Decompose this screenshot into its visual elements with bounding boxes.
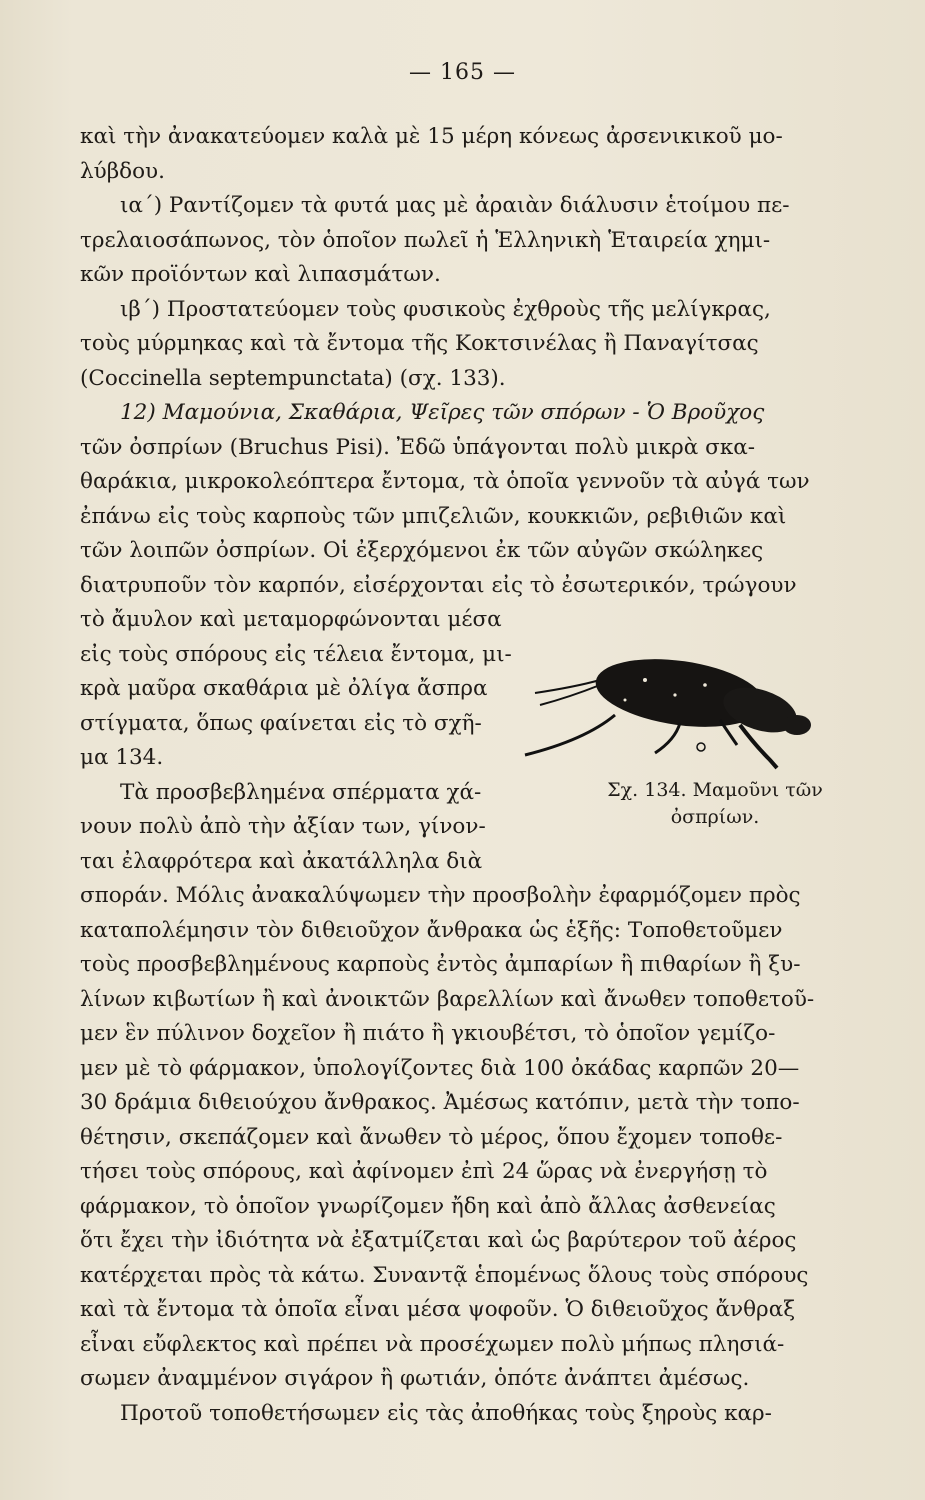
text-line: εἶναι εὔφλεκτος καὶ πρέπει νὰ προσέχωμεν πολὺ μήπως πλησιά- [80, 1331, 785, 1357]
text-line: τὸ ἄμυλον καὶ μεταμορφώνονται μέσα [80, 607, 502, 632]
text-line: φάρμακον, τὸ ὁποῖον γνωρίζομεν ἤδη καὶ ἀπὸ ἄλλας ἀσθενείας [80, 1193, 776, 1219]
text-line: τήσει τοὺς σπόρους, καὶ ἀφίνομεν ἐπὶ 24 ὥρας νὰ ἐνεργήσῃ τὸ [80, 1159, 768, 1184]
caption-line: ὀσπρίων. [670, 806, 760, 828]
text-line: λίνων κιβωτίων ἢ καὶ ἀνοικτῶν βαρελλίων καὶ ἄνωθεν τοποθετοῦ- [80, 986, 815, 1012]
text-line: τρελαιοσάπωνος, τὸν ὁποῖον πωλεῖ ἡ Ἑλληνικὴ Ἑταιρεία χημι- [80, 227, 771, 253]
page-number: — 165 — [409, 60, 516, 85]
text-line: κρὰ μαῦρα σκαθάρια μὲ ὀλίγα ἄσπρα [80, 676, 488, 701]
text-line: ἐπάνω εἰς τοὺς καρποὺς τῶν μπιζελιῶν, κουκκιῶν, ρεβιθιῶν καὶ [80, 503, 787, 529]
text-line: εἰς τοὺς σπόρους εἰς τέλεια ἔντομα, μι- [80, 641, 512, 667]
text-line: σποράν. Μόλις ἀνακαλύψωμεν τὴν προσβολὴν ἐφαρμόζομεν πρὸς [80, 883, 801, 908]
text-line: νουν πολὺ ἀπὸ τὴν ἀξίαν των, γίνον- [80, 814, 486, 839]
text-line: σωμεν ἀναμμένον σιγάρον ἢ φωτιάν, ὁπότε ἀνάπτει ἀμέσως. [80, 1366, 750, 1391]
text-line: Τὰ προσβεβλημένα σπέρματα χά- [120, 779, 482, 805]
text-line: θέτησιν, σκεπάζομεν καὶ ἄνωθεν τὸ μέρος, ὅπου ἔχομεν τοποθε- [80, 1124, 783, 1150]
text-line: ται ἐλαφρότερα καὶ ἀκατάλληλα διὰ [80, 848, 483, 874]
beetle-illustration [505, 645, 835, 785]
text-line: θαράκια, μικροκολεόπτερα ἔντομα, τὰ ὁποῖα γεννοῦν τὰ αὐγά των [80, 469, 810, 494]
text-line: μα 134. [80, 745, 164, 770]
text-line: κατέρχεται πρὸς τὰ κάτω. Συναντᾷ ἑπομένως ὅλους τοὺς σπόρους [80, 1262, 809, 1288]
text-line: λύβδου. [80, 158, 165, 184]
text-line: τῶν ὀσπρίων (Bruchus Pisi). Ἐδῶ ὑπάγονται πολὺ μικρὰ σκα- [80, 434, 756, 460]
text-line: μεν μὲ τὸ φάρμακον, ὑπολογίζοντες διὰ 100 ὀκάδας καρπῶν 20— [80, 1055, 800, 1081]
text-line: Προτοῦ τοποθετήσωμεν εἰς τὰς ἀποθήκας τοὺς ξηροὺς καρ- [120, 1400, 772, 1426]
section-heading-line: 12) Μαμούνια, Σκαθάρια, Ψεῖρες τῶν σπόρων - Ὁ Βροῦχος [120, 400, 765, 425]
text-line: ια΄) Ραντίζομεν τὰ φυτά μας μὲ ἀραιὰν διάλυσιν ἑτοίμου πε- [120, 193, 790, 218]
text-line: ὅτι ἔχει τὴν ἰδιότητα νὰ ἐξατμίζεται καὶ ὡς βαρύτερον τοῦ ἀέρος [80, 1228, 797, 1253]
text-line: (Coccinella septempunctata) (σχ. 133). [80, 365, 506, 391]
text-line: διατρυποῦν τὸν καρπόν, εἰσέρχονται εἰς τὸ ἐσωτερικόν, τρώγουν [80, 572, 797, 598]
text-line: ιβ΄) Προστατεύομεν τοὺς φυσικοὺς ἐχθροὺς τῆς μελίγκρας, [120, 296, 771, 322]
text-line: τοὺς προσβεβλημένους καρποὺς ἐντὸς ἀμπαρίων ἢ πιθαρίων ἢ ξυ- [80, 952, 801, 977]
text-line: τῶν λοιπῶν ὀσπρίων. Οἱ ἐξερχόμενοι ἐκ τῶν αὐγῶν σκώληκες [80, 538, 764, 563]
text-line: τοὺς μύρμηκας καὶ τὰ ἔντομα τῆς Κοκτσινέλας ἢ Παναγίτσας [80, 331, 759, 356]
text-line: στίγματα, ὅπως φαίνεται εἰς τὸ σχῆ- [80, 710, 482, 736]
caption-line: Σχ. 134. Μαμοῦνι τῶν [607, 779, 823, 801]
text-line: κῶν προϊόντων καὶ λιπασμάτων. [80, 262, 441, 287]
text-line: καταπολέμησιν τὸν διθειοῦχον ἄνθρακα ὡς ἑξῆς: Τοποθετοῦμεν [80, 917, 783, 943]
text-line: μεν ἓν πύλινον δοχεῖον ἢ πιάτο ἢ γκιουβέτσι, τὸ ὁποῖον γεμίζο- [80, 1021, 776, 1046]
text-line: καὶ τὰ ἔντομα τὰ ὁποῖα εἶναι μέσα ψοφοῦν. Ὁ διθειοῦχος ἄνθραξ [80, 1297, 796, 1322]
text-line: 30 δράμια διθειούχου ἄνθρακος. Ἀμέσως κατόπιν, μετὰ τὴν τοπο- [80, 1090, 800, 1115]
figure-caption [585, 777, 845, 831]
text-line: καὶ τὴν ἀνακατεύομεν καλὰ μὲ 15 μέρη κόνεως ἀρσενικικοῦ μο- [80, 124, 783, 149]
